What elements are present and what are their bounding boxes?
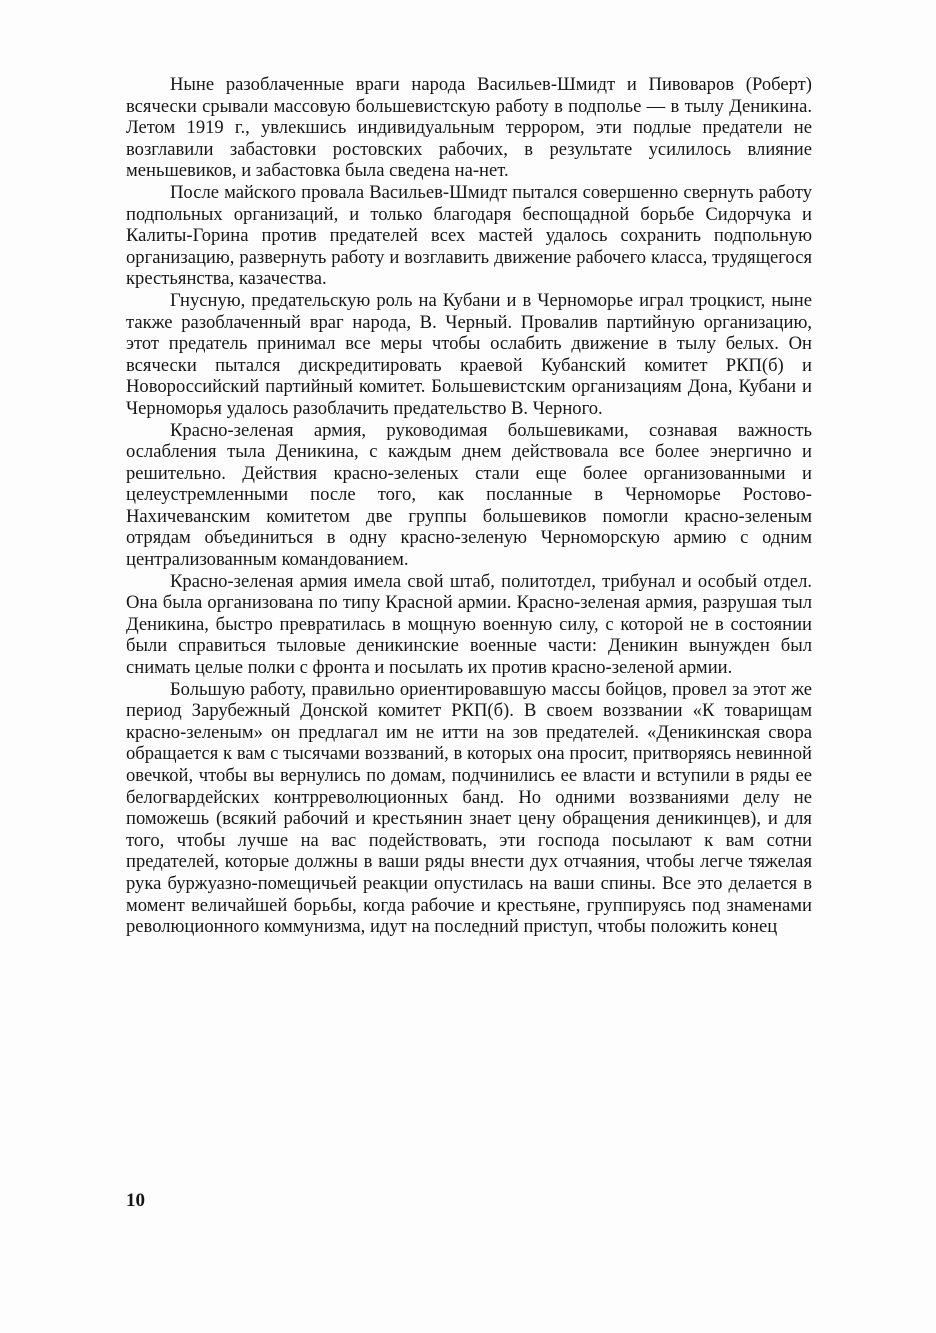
paragraph-3: Гнусную, предательскую роль на Кубани и в Черноморье играл троцкист, ныне также разоблаченный враг народа, В. Черный. Провалив партийную организацию, этот предатель принимал все меры чтобы ослабить движение в тылу белых. Он всячески пытался дискредитировать краевой Кубанский комитет РКП(б) и Новороссийский партийный комитет. Большевистским организациям Дона, Кубани и Черноморья удалось разоблачить предательство В. Черного. <box>126 289 812 419</box>
paragraph-4: Красно-зеленая армия, руководимая большевиками, сознавая важность ослабления тыла Деникина, с каждым днем действовала все более энергично и решительно. Действия красно-зеленых стали еще более организованными и целеустремленными после того, как посланные в Черноморье Ростово-Нахичеванским комитетом две группы большевиков помогли красно-зеленым отрядам объединиться в одну красно-зеленую Черноморскую армию с одним централизованным командованием. <box>126 419 812 571</box>
paragraph-1: Ныне разоблаченные враги народа Васильев-Шмидт и Пивоваров (Роберт) всячески срывали массовую большевистскую работу в подполье — в тылу Деникина. Летом 1919 г., увлекшись индивидуальным террором, эти подлые предатели не возглавили забастовки ростовских рабочих, в результате усилилось влияние меньшевиков, и забастовка была сведена на-нет. <box>126 74 812 182</box>
paragraph-6: Большую работу, правильно ориентировавшую массы бойцов, провел за этот же период Зарубежный Донской комитет РКП(б). В своем воззвании «К товарищам красно-зеленым» он предлагал им не итти на зов предателей. «Деникинская свора обращается к вам с тысячами воззваний, в которых она просит, притворяясь невинной овечкой, чтобы вы вернулись по домам, подчинились ее власти и вступили в ряды ее белогвардейских контрреволюционных банд. Но одними воззваниями делу не поможешь (всякий рабочий и крестьянин знает цену обращения деникинцев), и для того, чтобы лучше на вас подействовать, эти господа посылают к вам сотни предателей, которые должны в ваши ряды внести дух отчаяния, чтобы легче тяжелая рука буржуазно-помещичьей реакции опустилась на ваши спины. Все это делается в момент величайшей борьбы, когда рабочие и крестьяне, группируясь под знаменами революционного коммунизма, идут на последний приступ, чтобы положить конец <box>126 678 812 938</box>
paragraph-2: После майского провала Васильев-Шмидт пытался совершенно свернуть работу подпольных организаций, и только благодаря беспощадной борьбе Сидорчука и Калиты-Горина против предателей всех мастей удалось сохранить подпольную организацию, развернуть работу и возглавить движение рабочего класса, трудящегося крестьянства, казачества. <box>126 181 812 290</box>
page-number: 10 <box>126 1190 145 1211</box>
paragraph-5: Красно-зеленая армия имела свой штаб, политотдел, трибунал и особый отдел. Она была организована по типу Красной армии. Красно-зеленая армия, разрушая тыл Деникина, быстро превратилась в мощную военную силу, с которой не в состоянии были справиться тыловые деникинские военные части: Деникин вынужден был снимать целые полки с фронта и посылать их против красно-зеленой армии. <box>126 570 812 679</box>
body-text <box>126 74 812 938</box>
